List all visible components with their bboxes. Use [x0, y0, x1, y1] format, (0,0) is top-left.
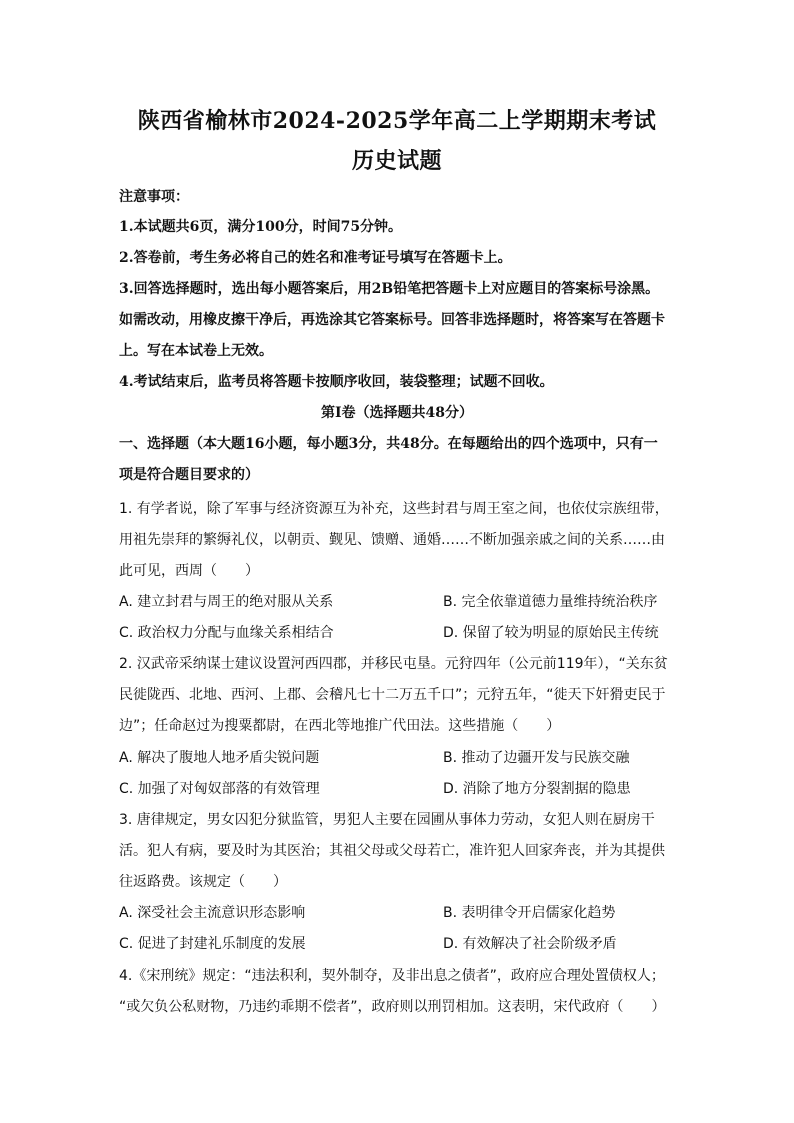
question-1-option-a: A. 建立封君与周王的绝对服从关系: [119, 594, 334, 610]
note-item: 3.回答选择题时，选出每小题答案后，用2B铅笔把答题卡上对应题目的答案标号涂黑。: [119, 281, 660, 297]
exam-title: 陕西省榆林市2024-2025学年高二上学期期末考试: [137, 108, 657, 134]
question-2-stem: 2. 汉武帝采纳谋士建议设置河西四郡，并移民屯垦。元狩四年（公元前119年），“关东贫: [119, 656, 668, 672]
question-3-option-c: C. 促进了封建礼乐制度的发展: [119, 936, 306, 952]
note-item: 4.考试结束后，监考员将答题卡按顺序收回，装袋整理；试题不回收。: [119, 374, 554, 390]
question-2-option-c: C. 加强了对匈奴部落的有效管理: [119, 781, 320, 797]
section-title: 第Ⅰ卷（选择题共48分）: [320, 405, 474, 421]
question-3-option-b: B. 表明律令开启儒家化趋势: [443, 905, 616, 921]
question-3-option-a: A. 深受社会主流意识形态影响: [119, 905, 306, 921]
section-instructions: 一、选择题（本大题16小题，每小题3分，共48分。在每题给出的四个选项中，只有一: [119, 436, 658, 452]
question-1-option-c: C. 政治权力分配与血缘关系相结合: [119, 625, 334, 641]
question-1-option-b: B. 完全依靠道德力量维持统治秩序: [443, 594, 658, 610]
section-instructions: 项是符合题目要求的）: [119, 467, 259, 483]
question-4-stem: “或欠负公私财物，乃违约乖期不偿者”，政府则以刑罚相加。这表明，宋代政府（ ）: [119, 999, 666, 1015]
note-item: 如需改动，用橡皮擦干净后，再选涂其它答案标号。回答非选择题时，将答案写在答题卡: [119, 312, 665, 328]
question-2-option-b: B. 推动了边疆开发与民族交融: [443, 750, 630, 766]
question-4-stem: 4.《宋刑统》规定：“违法积利，契外制夺，及非出息之债者”，政府应合理处置债权人；: [119, 968, 665, 984]
question-2-stem: 民徙陇西、北地、西河、上郡、会稽凡七十二万五千口”；元狩五年，“徙天下奸猾吏民于: [119, 687, 666, 703]
question-3-stem: 往返路费。该规定（ ）: [119, 874, 287, 890]
question-2-option-d: D. 消除了地方分裂割据的隐患: [443, 781, 631, 797]
question-3-stem: 3. 唐律规定，男女囚犯分狱监管，男犯人主要在园圃从事体力劳动，女犯人则在厨房干: [119, 812, 655, 828]
notes-heading: 注意事项：: [119, 189, 189, 205]
note-item: 2.答卷前，考生务必将自己的姓名和准考证号填写在答题卡上。: [119, 250, 512, 266]
note-item: 1.本试题共6页，满分100分，时间75分钟。: [119, 219, 403, 235]
question-3-stem: 活。犯人有病，要及时为其医治；其祖父母或父母若亡，准许犯人回家奔丧，并为其提供: [119, 843, 665, 859]
question-1-option-d: D. 保留了较为明显的原始民主传统: [443, 625, 659, 641]
question-1-stem: 1. 有学者说，除了军事与经济资源互为补充，这些封君与周王室之间，也依仗宗族纽带，: [119, 501, 669, 517]
question-2-option-a: A. 解决了腹地人地矛盾尖锐问题: [119, 750, 320, 766]
question-1-stem: 用祖先崇拜的繁缛礼仪，以朝贡、觐见、馈赠、通婚……不断加强亲戚之间的关系……由: [119, 532, 665, 548]
question-2-stem: 边”；任命赵过为搜粟都尉，在西北等地推广代田法。这些措施（ ）: [119, 718, 561, 734]
exam-subject: 历史试题: [351, 148, 442, 174]
question-1-stem: 此可见，西周（ ）: [119, 563, 259, 579]
question-3-option-d: D. 有效解决了社会阶级矛盾: [443, 936, 617, 952]
note-item: 上。写在本试卷上无效。: [119, 343, 273, 359]
